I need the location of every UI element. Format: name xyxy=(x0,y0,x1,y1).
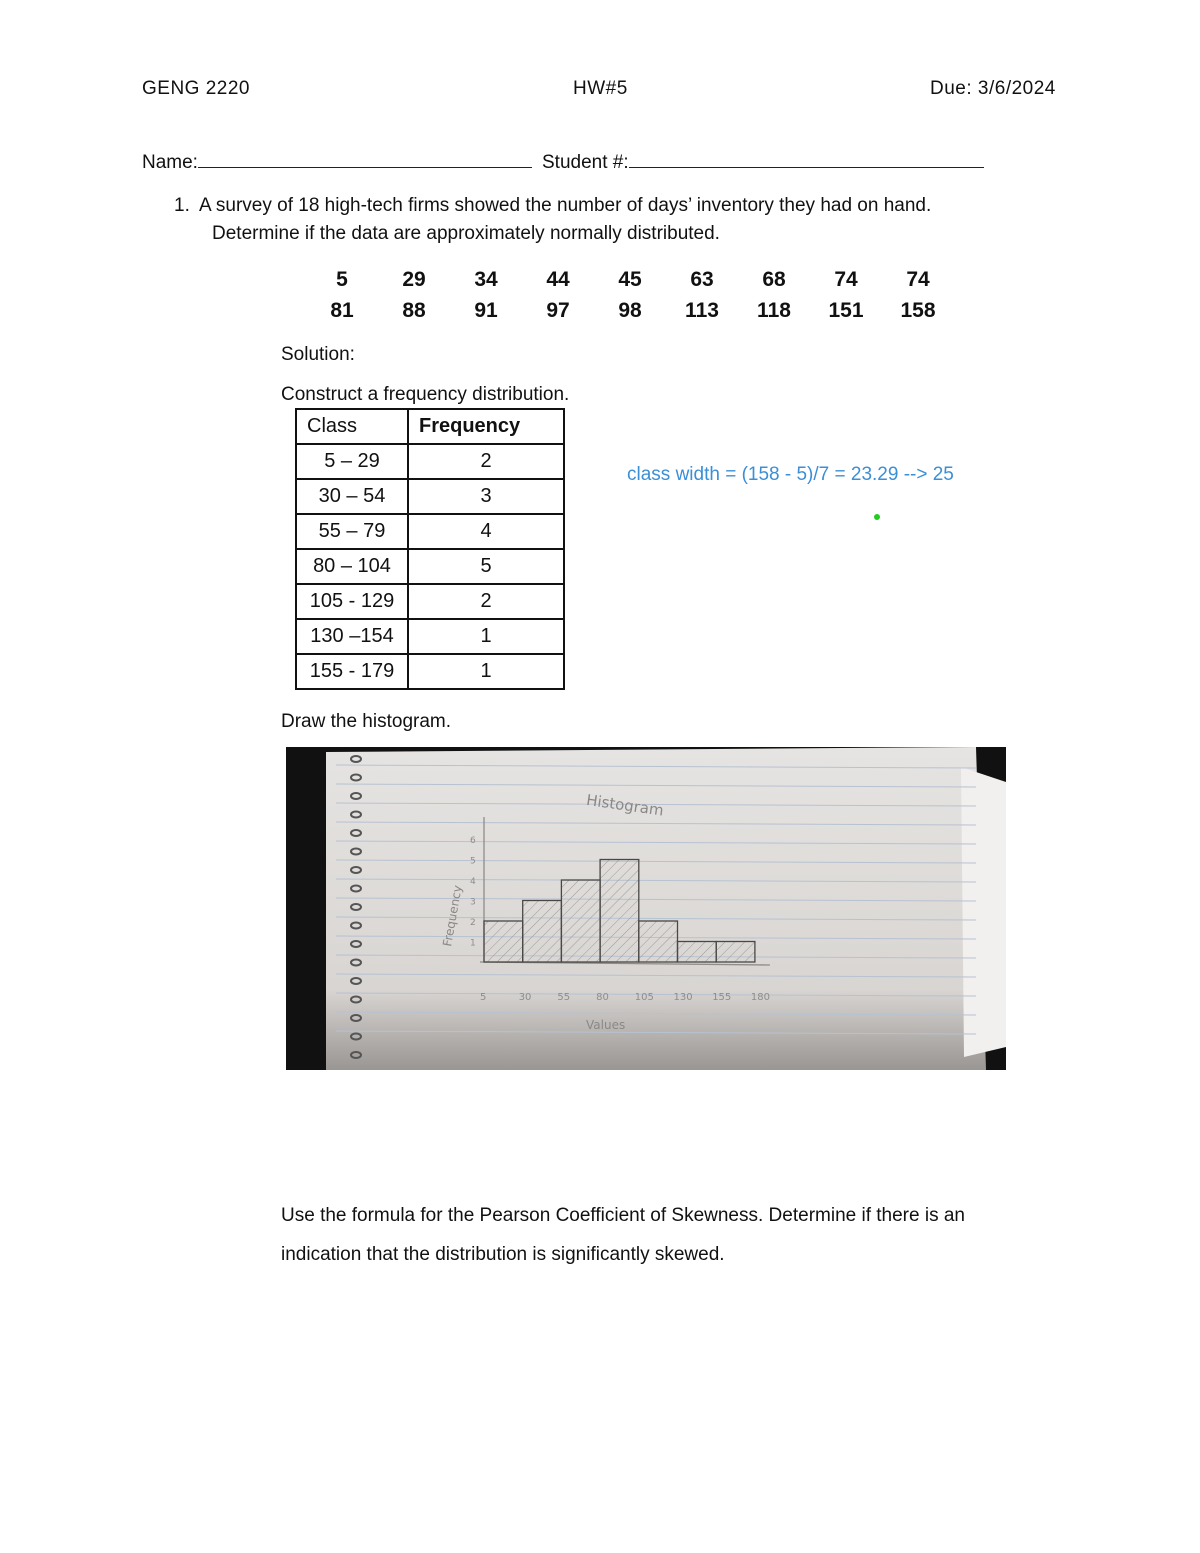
y-tick-label: 1 xyxy=(470,938,476,949)
data-value: 98 xyxy=(618,299,642,322)
y-tick-label: 2 xyxy=(470,918,476,928)
green-dot xyxy=(874,514,880,520)
x-tick-label: 130 xyxy=(673,992,693,1003)
skew-question-line-2: indication that the distribution is significantly skewed. xyxy=(281,1244,725,1265)
y-tick-label: 3 xyxy=(470,897,476,908)
data-value: 44 xyxy=(546,268,570,291)
histogram-bar xyxy=(716,942,755,963)
data-value: 45 xyxy=(618,268,642,291)
frequency-cell: 2 xyxy=(408,444,564,479)
data-value: 97 xyxy=(546,299,570,322)
class-cell: 155 - 179 xyxy=(296,654,408,689)
chart-xlabel: Values xyxy=(586,1018,626,1032)
y-tick-label: 4 xyxy=(470,877,476,887)
solution-label: Solution: xyxy=(281,344,355,365)
data-value: 74 xyxy=(834,268,858,291)
y-tick-label: 6 xyxy=(470,836,476,846)
data-value: 113 xyxy=(685,299,719,322)
data-value: 29 xyxy=(402,268,426,291)
table-row xyxy=(296,514,564,549)
frequency-cell: 1 xyxy=(408,619,564,654)
class-cell: 80 – 104 xyxy=(296,549,408,584)
data-value: 74 xyxy=(906,268,930,291)
histogram-bar xyxy=(561,880,600,962)
table-header-class: Class xyxy=(296,409,408,444)
question-number: 1. xyxy=(174,195,190,216)
x-tick-label: 105 xyxy=(634,992,654,1003)
frequency-cell: 1 xyxy=(408,654,564,689)
y-tick-label: 5 xyxy=(470,856,476,867)
x-tick-label: 80 xyxy=(596,992,609,1003)
notebook-page xyxy=(326,747,986,1070)
histogram-bar xyxy=(639,921,678,962)
table-row xyxy=(296,654,564,689)
class-cell: 105 - 129 xyxy=(296,584,408,619)
chart-title: Histogram xyxy=(585,790,665,820)
student-label: Student #: xyxy=(542,152,629,173)
frequency-cell: 2 xyxy=(408,584,564,619)
data-value: 68 xyxy=(762,268,786,291)
data-value: 63 xyxy=(690,268,714,291)
due-date: Due: 3/6/2024 xyxy=(930,78,1056,99)
name-line xyxy=(198,149,532,168)
frequency-cell: 4 xyxy=(408,514,564,549)
histogram-label: Draw the histogram. xyxy=(281,711,452,732)
x-tick-label: 30 xyxy=(518,992,532,1003)
table-header-frequency: Frequency xyxy=(408,409,564,444)
data-row-1 xyxy=(306,268,956,298)
construct-label: Construct a frequency distribution. xyxy=(281,384,570,405)
frequency-cell: 3 xyxy=(408,479,564,514)
question-line-1: A survey of 18 high-tech firms showed the number of days’ inventory they had on hand. xyxy=(199,195,932,216)
class-width-note: class width = (158 - 5)/7 = 23.29 --> 25 xyxy=(627,464,954,485)
table-header-row xyxy=(296,409,564,444)
name-field[interactable] xyxy=(142,149,532,174)
class-cell: 30 – 54 xyxy=(296,479,408,514)
chart-ylabel: Frequency xyxy=(440,884,465,948)
histogram-bar xyxy=(523,901,562,963)
student-number-field[interactable] xyxy=(542,149,984,174)
table-row xyxy=(296,549,564,584)
data-value: 5 xyxy=(336,268,348,291)
frequency-cell: 5 xyxy=(408,549,564,584)
data-value: 91 xyxy=(474,299,498,322)
class-cell: 5 – 29 xyxy=(296,444,408,479)
data-value: 88 xyxy=(402,299,426,322)
class-cell: 55 – 79 xyxy=(296,514,408,549)
frequency-table xyxy=(295,408,565,690)
data-value: 34 xyxy=(474,268,498,291)
data-value: 158 xyxy=(900,299,936,322)
x-tick-label: 155 xyxy=(712,992,732,1003)
skew-question-line-1: Use the formula for the Pearson Coefficient of Skewness. Determine if there is an xyxy=(281,1205,965,1226)
hw-number: HW#5 xyxy=(573,78,628,99)
data-row-2 xyxy=(306,299,956,329)
histogram-bar xyxy=(678,942,717,963)
data-value: 151 xyxy=(828,299,864,322)
data-value: 118 xyxy=(757,299,791,322)
table-row xyxy=(296,584,564,619)
histogram-bar xyxy=(600,860,639,963)
class-cell: 130 –154 xyxy=(296,619,408,654)
histogram-photo xyxy=(286,747,1006,1070)
page-corner xyxy=(961,767,1006,1057)
table-row xyxy=(296,619,564,654)
x-tick-label: 180 xyxy=(750,992,770,1003)
student-line xyxy=(629,149,984,168)
name-label: Name: xyxy=(142,152,198,173)
histogram-bar xyxy=(484,921,523,962)
table-row xyxy=(296,444,564,479)
table-row xyxy=(296,479,564,514)
data-value: 81 xyxy=(330,299,354,322)
x-tick-label: 55 xyxy=(557,992,571,1003)
question-line-2: Determine if the data are approximately normally distributed. xyxy=(212,223,720,244)
x-tick-label: 5 xyxy=(480,992,487,1003)
course-code: GENG 2220 xyxy=(142,78,250,99)
